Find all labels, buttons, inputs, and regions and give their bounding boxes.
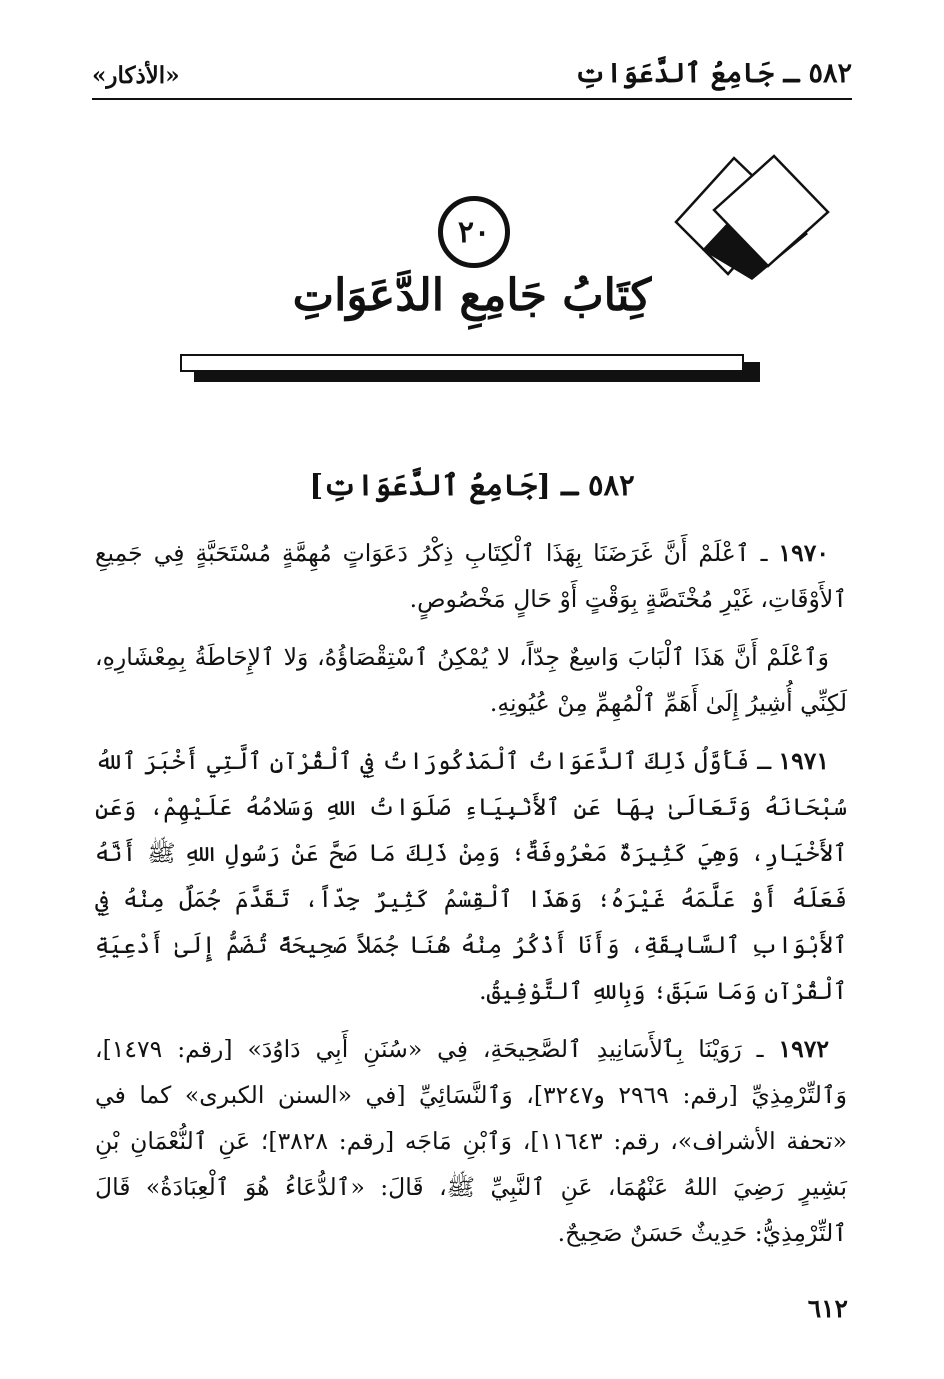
paragraph-text: ـ رَوَيْنَا بِٱلأَسَانِيدِ ٱلصَّحِيحَةِ، فِي «سُنَنِ أَبِي دَاوُدَ» [رقم: ١٤٧٩]، وَٱلتِّرْمِذِيِّ [رقم: ٢٩٦٩ و٣٢٤٧]، وَٱلنَّسَائِيِّ [في «السنن الكبرى» كما في «تحفة الأشراف»، رقم: ١١٦٤٣]، وَٱبْنِ مَاجَه [رقم: ٣٨٢٨]؛ عَنِ ٱلنُّعْمَانِ بْنِ بَشِيرٍ رَضِيَ اللهُ عَنْهُمَا، عَنِ ٱلنَّبِيِّ ﷺ، قَالَ: «ٱلدُّعَاءُ هُوَ ٱلْعِبَادَةُ» قَالَ ٱلتِّرْمِذِيُّ: حَدِيثٌ حَسَنٌ صَحِيحٌ.: [95, 1035, 848, 1247]
paragraph-text: ـ فَأَوَّلُ ذَلِكَ ٱلدَّعَوَاتُ ٱلْمَذْكُورَاتُ فِي ٱلْقُرْآنِ ٱلَّتِي أَخْبَرَ ٱللهُ سُبْحَانَهُ وَتَعَالَىٰ بِهَا عَنِ ٱلأَنْبِيَاءِ صَلَوَاتُ اللهِ وَسَلامُهُ عَلَيْهِمْ، وَعَنِ ٱلأَخْيَارِ، وَهِيَ كَثِيرَةٌ مَعْرُوفَةٌ؛ وَمِنْ ذَلِكَ مَا صَحَّ عَنْ رَسُولِ اللهِ ﷺ أَنَّهُ فَعَلَهُ أَوْ عَلَّمَهُ غَيْرَهُ؛ وَهَذَا ٱلْقِسْمُ كَثِيرٌ جِدّاً، تَقَدَّمَ جُمَلٌ مِنْهُ فِي ٱلأَبْوَابِ ٱلسَّابِقَةِ، وَأَنَا أَذْكُرُ مِنْهُ هُنَا جُمَلاً صَحِيحَةً تُضَمُّ إِلَىٰ أَدْعِيَةِ ٱلْقُرْآنِ وَمَا سَبَقَ؛ وَبِاللهِ ٱلتَّوْفِيقُ.: [95, 747, 847, 1005]
page-number: ٦١٢: [807, 1294, 848, 1323]
decorative-squares-ornament: [668, 150, 834, 282]
book-name: «الأذكار»: [92, 62, 180, 89]
chapter-title: كِتَابُ جَامِعِ الدَّعَوَاتِ: [292, 270, 652, 321]
chapter-number-badge: [438, 196, 510, 268]
paragraph-text: وَٱعْلَمْ أَنَّ هَذَا ٱلْبَابَ وَاسِعٌ جِدّاً، لا يُمْكِنُ ٱسْتِقْصَاؤُهُ، وَلا ٱلإِحَاطَةُ بِمِعْشَارِهِ، لَكِنِّي أُشِيرُ إِلَىٰ أَهَمِّ ٱلْمُهِمِّ مِنْ عُيُونِهِ.: [95, 643, 847, 717]
paragraph: [95, 634, 847, 726]
page-header: [92, 52, 852, 100]
divider-frame: [180, 354, 744, 372]
paragraph-number: ١٩٧٢: [778, 1035, 829, 1063]
paragraph-text: ـ ٱعْلَمْ أَنَّ غَرَضَنَا بِهَذَا ٱلْكِتَابِ ذِكْرُ دَعَوَاتٍ مُهِمَّةٍ مُسْتَحَبَّةٍ فِي جَمِيعِ ٱلأَوْقَاتِ، غَيْرِ مُخْتَصَّةٍ بِوَقْتٍ أَوْ حَالٍ مَخْصُوصٍ.: [95, 539, 847, 613]
paragraph: [95, 530, 847, 622]
section-heading: ٥٨٢ ـ [جَامِعُ ٱلدَّعَوَاتِ]: [309, 468, 635, 502]
paragraph-number: ١٩٧٠: [778, 539, 829, 567]
paragraph: [95, 1026, 847, 1256]
running-title: ٥٨٢ ـ جَامِعُ ٱلدَّعَوَاتِ: [574, 58, 852, 89]
body-text: [95, 530, 847, 1268]
title-divider: [180, 354, 756, 376]
chapter-number: ٢٠: [457, 214, 491, 250]
paragraph-number: ١٩٧١: [778, 747, 829, 775]
paragraph: [95, 738, 847, 1014]
